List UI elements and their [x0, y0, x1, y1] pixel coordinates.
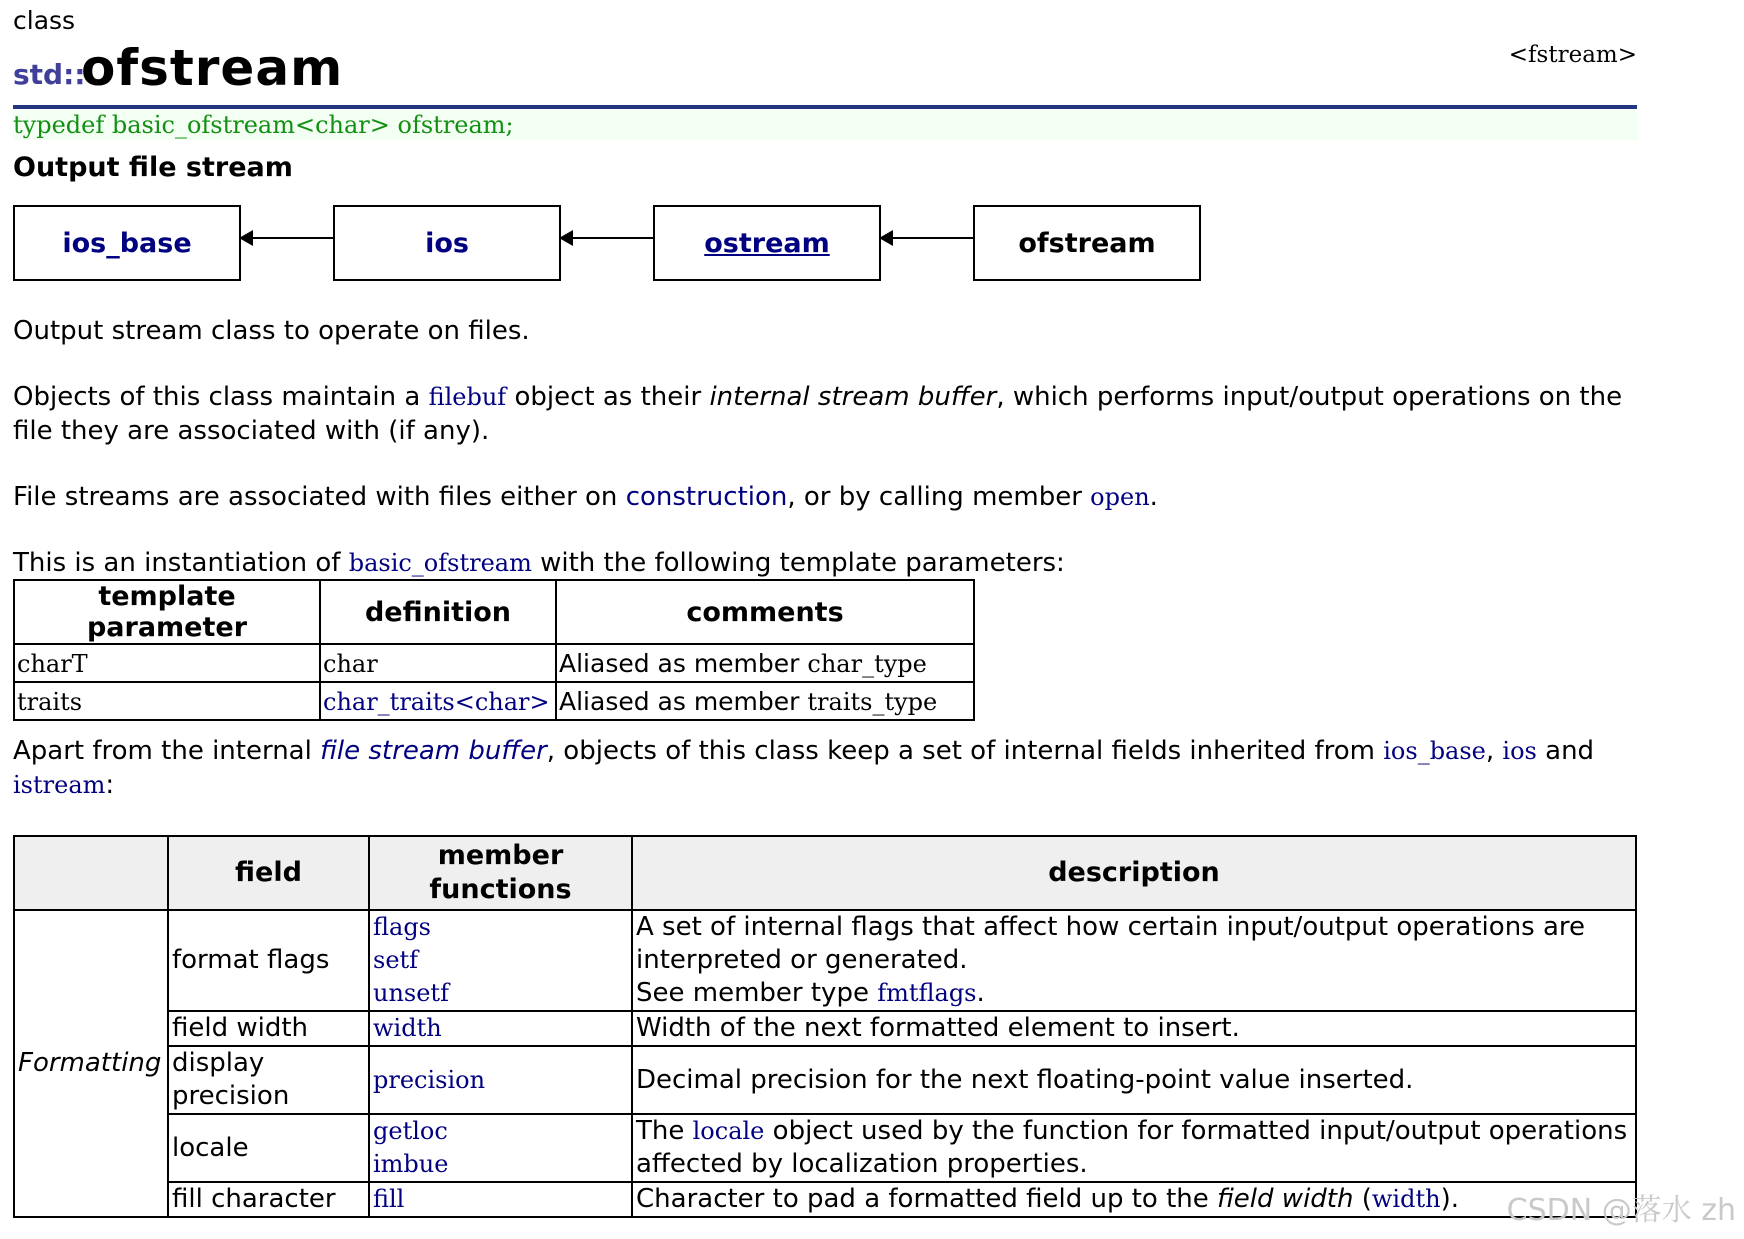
hierarchy-ostream-link[interactable]: ostream	[653, 205, 881, 281]
class-kind-label: class	[13, 6, 76, 35]
column-header: field	[168, 836, 369, 910]
table-row	[14, 910, 1636, 1011]
param-cell: traits	[14, 682, 320, 720]
column-header: definition	[320, 580, 556, 644]
ios-link[interactable]: ios	[1502, 737, 1537, 765]
ios-base-link[interactable]: ios_base	[1383, 737, 1486, 765]
description-cell: The locale object used by the function for formatted input/output operations affected by localization properties.	[632, 1114, 1636, 1182]
inheritance-arrow-icon	[241, 237, 334, 239]
setf-link[interactable]: setf	[373, 946, 419, 974]
group-cell: Formatting	[14, 910, 168, 1217]
column-header: template parameter	[14, 580, 320, 644]
column-header	[14, 836, 168, 910]
filebuf-link[interactable]: filebuf	[428, 383, 507, 411]
intro-line: Output stream class to operate on files.	[13, 316, 530, 346]
page-subtitle: Output file stream	[13, 152, 293, 183]
internal-fields-table	[13, 835, 1637, 1218]
template-parameters-table	[13, 579, 975, 721]
inheritance-arrow-icon	[561, 237, 654, 239]
intro-paragraph-open: File streams are associated with files either on construction, or by calling member open.	[13, 482, 1158, 512]
namespace-prefix: std::	[13, 58, 86, 91]
table-row	[14, 1114, 1636, 1182]
description-cell: Character to pad a formatted field up to the field width (width).	[632, 1182, 1636, 1217]
table-row	[14, 1182, 1636, 1217]
typedef-declaration: typedef basic_ofstream<char> ofstream;	[13, 110, 1637, 140]
file-stream-buffer-link[interactable]: file stream buffer	[320, 736, 547, 766]
table-row	[14, 644, 974, 682]
comment-cell: Aliased as member char_type	[556, 644, 974, 682]
comment-cell: Aliased as member traits_type	[556, 682, 974, 720]
header-file-label: <fstream>	[1508, 42, 1637, 68]
precision-link[interactable]: precision	[373, 1065, 486, 1094]
getloc-link[interactable]: getloc	[373, 1117, 448, 1145]
description-cell: Decimal precision for the next floating-point value inserted.	[632, 1046, 1636, 1114]
table-row	[14, 1011, 1636, 1046]
istream-link[interactable]: istream	[13, 771, 106, 799]
width-link[interactable]: width	[1371, 1185, 1441, 1213]
member-functions-cell	[369, 1046, 632, 1114]
column-header: member functions	[369, 836, 632, 910]
fill-link[interactable]: fill	[373, 1185, 405, 1213]
member-functions-cell	[369, 1182, 632, 1217]
page-title: ofstream	[81, 39, 344, 97]
field-cell: display precision	[168, 1046, 369, 1114]
description-cell: Width of the next formatted element to insert.	[632, 1011, 1636, 1046]
column-header: comments	[556, 580, 974, 644]
table-header-row	[14, 580, 974, 644]
construction-link[interactable]: construction	[625, 482, 788, 512]
imbue-link[interactable]: imbue	[373, 1150, 449, 1178]
field-cell: fill character	[168, 1182, 369, 1217]
field-cell: format flags	[168, 910, 369, 1011]
definition-cell	[320, 682, 556, 720]
char-traits-link[interactable]: char_traits<char>	[323, 687, 550, 716]
intro-paragraph-filebuf: Objects of this class maintain a filebuf object as their internal stream buffer, which performs input/output operations on the file they are associated with (if any).	[13, 382, 1623, 446]
table-header-row	[14, 836, 1636, 910]
field-cell: field width	[168, 1011, 369, 1046]
hierarchy-ios-base-link[interactable]: ios_base	[13, 205, 241, 281]
flags-link[interactable]: flags	[373, 913, 431, 941]
watermark: CSDN @落水 zh	[1506, 1193, 1736, 1228]
inheritance-arrow-icon	[881, 237, 974, 239]
member-functions-cell	[369, 1011, 632, 1046]
member-functions-cell	[369, 1114, 632, 1182]
locale-link[interactable]: locale	[692, 1117, 765, 1145]
definition-cell: char	[320, 644, 556, 682]
field-cell: locale	[168, 1114, 369, 1182]
width-link[interactable]: width	[373, 1014, 442, 1042]
column-header: description	[632, 836, 1636, 910]
inherited-fields-paragraph: Apart from the internal file stream buffer, objects of this class keep a set of internal fields inherited from ios_base, ios and istream:	[13, 736, 1595, 800]
hierarchy-ofstream-current: ofstream	[973, 205, 1201, 281]
description-cell: A set of internal flags that affect how certain input/output operations are interpreted or generated. See member type fmtflags.	[632, 910, 1636, 1011]
fmtflags-link[interactable]: fmtflags	[877, 979, 977, 1007]
unsetf-link[interactable]: unsetf	[373, 979, 449, 1007]
basic-ofstream-link[interactable]: basic_ofstream	[348, 549, 532, 577]
member-functions-cell	[369, 910, 632, 1011]
page-header	[13, 38, 1637, 109]
open-link[interactable]: open	[1090, 483, 1150, 511]
table-row	[14, 682, 974, 720]
instantiation-paragraph: This is an instantiation of basic_ofstream with the following template parameters:	[13, 548, 1065, 578]
hierarchy-ios-link[interactable]: ios	[333, 205, 561, 281]
table-row	[14, 1046, 1636, 1114]
param-cell: charT	[14, 644, 320, 682]
